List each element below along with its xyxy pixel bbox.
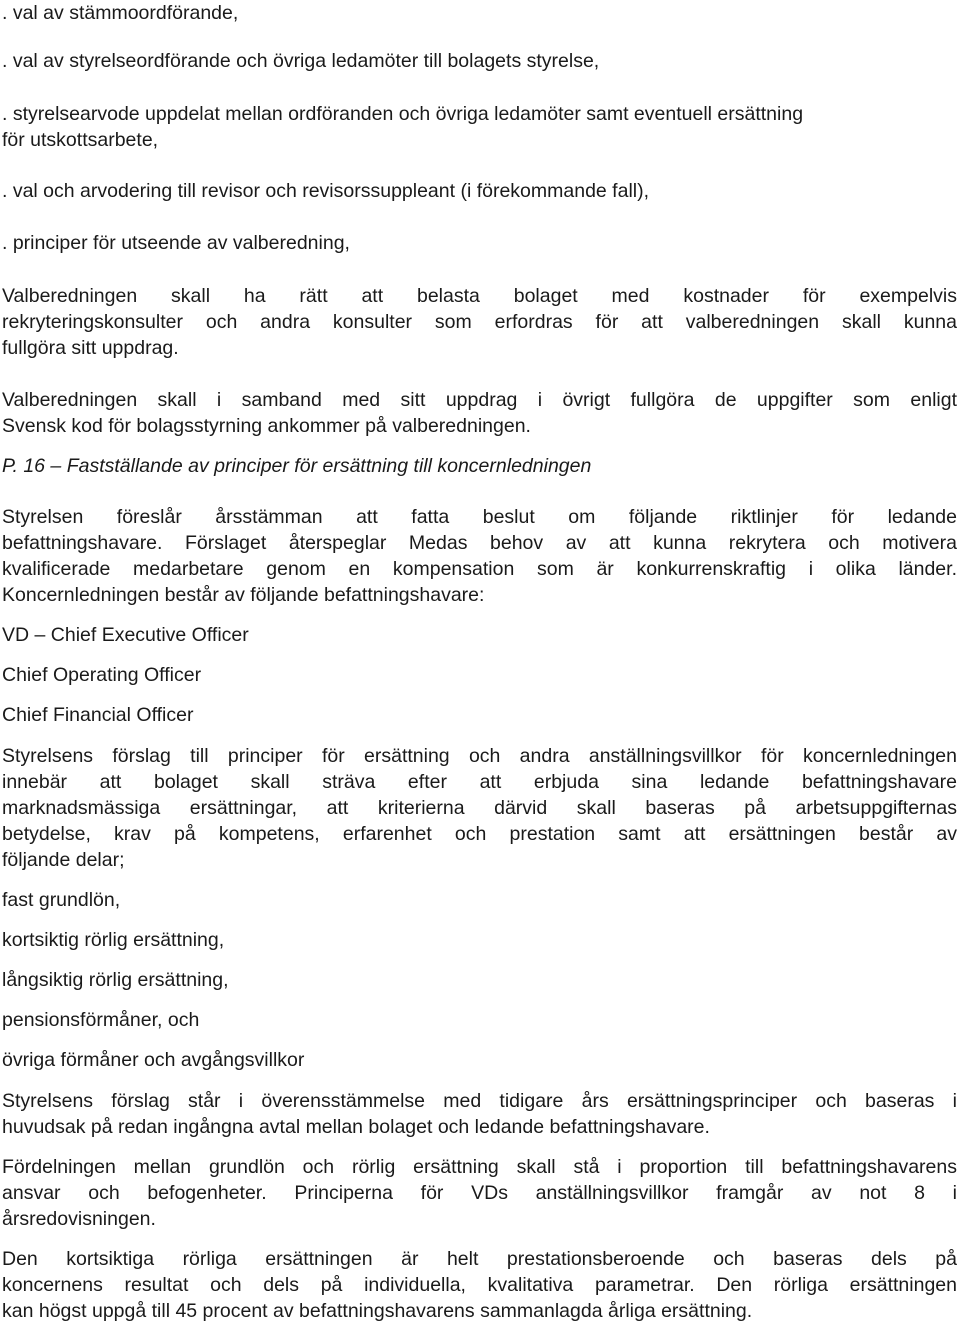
- text-line: . val och arvodering till revisor och revisorssuppleant (i förekommande fall),: [2, 180, 650, 202]
- officer-item-coo: [2, 662, 957, 688]
- heading-text: P. 16 – Fastställande av principer för ersättning till koncernledningen: [2, 455, 592, 477]
- text-line: övriga förmåner och avgångsvillkor: [2, 1049, 305, 1071]
- paragraph-committee-costs: [2, 283, 957, 361]
- officer-item-cfo: [2, 702, 957, 728]
- text-line: innebär att bolaget skall sträva efter att erbjuda sina ledande befattningshavare: [2, 771, 957, 793]
- component-item-short-term-variable: [2, 927, 957, 953]
- text-line: för utskottsarbete,: [2, 129, 159, 151]
- text-line: Styrelsen föreslår årsstämman att fatta beslut om följande riktlinjer för ledande: [2, 506, 957, 528]
- text-line: . val av styrelseordförande och övriga ledamöter till bolagets styrelse,: [2, 50, 600, 72]
- text-line: Valberedningen skall i samband med sitt uppdrag i övrigt fullgöra de uppgifter som enligt: [2, 389, 957, 411]
- text-line: kortsiktig rörlig ersättning,: [2, 929, 225, 951]
- text-line: Koncernledningen består av följande befattningshavare:: [2, 584, 485, 606]
- text-line: Fördelningen mellan grundlön och rörlig ersättning skall stå i proportion till befattningshavarens: [2, 1156, 957, 1178]
- paragraph-committee-duties: [2, 387, 957, 439]
- text-line: ansvar och befogenheter. Principerna för VDs anställningsvillkor framgår av not 8 i: [2, 1182, 957, 1204]
- text-line: fast grundlön,: [2, 889, 121, 911]
- officer-item-ceo: [2, 622, 957, 648]
- bullet-item-board-election: [2, 48, 957, 74]
- text-line: Den kortsiktiga rörliga ersättningen är helt prestationsberoende och baseras dels på: [2, 1248, 957, 1270]
- bullet-item-chairman-of-meeting: [2, 0, 957, 26]
- text-line: kvalificerade medarbetare genom en kompensation som är konkurrenskraftig i olika länder.: [2, 558, 957, 580]
- paragraph-board-proposal: [2, 504, 957, 608]
- text-line: . principer för utseende av valberedning,: [2, 232, 350, 254]
- paragraph-remuneration-principles: [2, 743, 957, 873]
- text-line: Svensk kod för bolagsstyrning ankommer på valberedningen.: [2, 415, 531, 437]
- text-line: Valberedningen skall ha rätt att belasta bolaget med kostnader för exempelvis: [2, 285, 957, 307]
- text-line: årsredovisningen.: [2, 1208, 156, 1230]
- text-line: långsiktig rörlig ersättning,: [2, 969, 229, 991]
- section-heading: [2, 453, 957, 479]
- text-line: koncernens resultat och dels på individuella, kvalitativa parametrar. Den rörliga ersättningen: [2, 1274, 957, 1296]
- component-item-other-benefits: [2, 1047, 957, 1073]
- text-line: fullgöra sitt uppdrag.: [2, 337, 179, 359]
- text-line: kan högst uppgå till 45 procent av befattningshavarens sammanlagda årliga ersättning.: [2, 1300, 753, 1322]
- text-line: pensionsförmåner, och: [2, 1009, 200, 1031]
- paragraph-previous-principles: [2, 1088, 957, 1140]
- text-line: . val av stämmoordförande,: [2, 2, 239, 24]
- bullet-item-nomination-committee: [2, 230, 957, 256]
- text-line: Chief Financial Officer: [2, 704, 194, 726]
- text-line: Chief Operating Officer: [2, 664, 202, 686]
- bullet-item-auditor: [2, 178, 957, 204]
- text-line: rekryteringskonsulter och andra konsulter som erfordras för att valberedningen skall kunna: [2, 311, 957, 333]
- text-line: Styrelsens förslag till principer för ersättning och andra anställningsvillkor för koncernledningen: [2, 745, 957, 767]
- text-line: Styrelsens förslag står i överensstämmelse med tidigare års ersättningsprinciper och baseras i: [2, 1090, 957, 1112]
- text-line: huvudsak på redan ingångna avtal mellan bolaget och ledande befattningshavare.: [2, 1116, 710, 1138]
- paragraph-salary-distribution: [2, 1154, 957, 1232]
- text-line: marknadsmässiga ersättningar, att kriterierna därvid skall baseras på arbetsuppgifternas: [2, 797, 957, 819]
- paragraph-short-term-variable: [2, 1246, 957, 1324]
- text-line: VD – Chief Executive Officer: [2, 624, 249, 646]
- component-item-long-term-variable: [2, 967, 957, 993]
- component-item-pension: [2, 1007, 957, 1033]
- bullet-item-board-fees: [2, 101, 957, 153]
- text-line: . styrelsearvode uppdelat mellan ordföranden och övriga ledamöter samt eventuell ersättning: [2, 103, 804, 125]
- text-line: följande delar;: [2, 849, 125, 871]
- text-line: betydelse, krav på kompetens, erfarenhet och prestation samt att ersättningen består av: [2, 823, 957, 845]
- text-line: befattningshavare. Förslaget återspeglar Medas behov av att kunna rekrytera och motivera: [2, 532, 957, 554]
- component-item-base-salary: [2, 887, 957, 913]
